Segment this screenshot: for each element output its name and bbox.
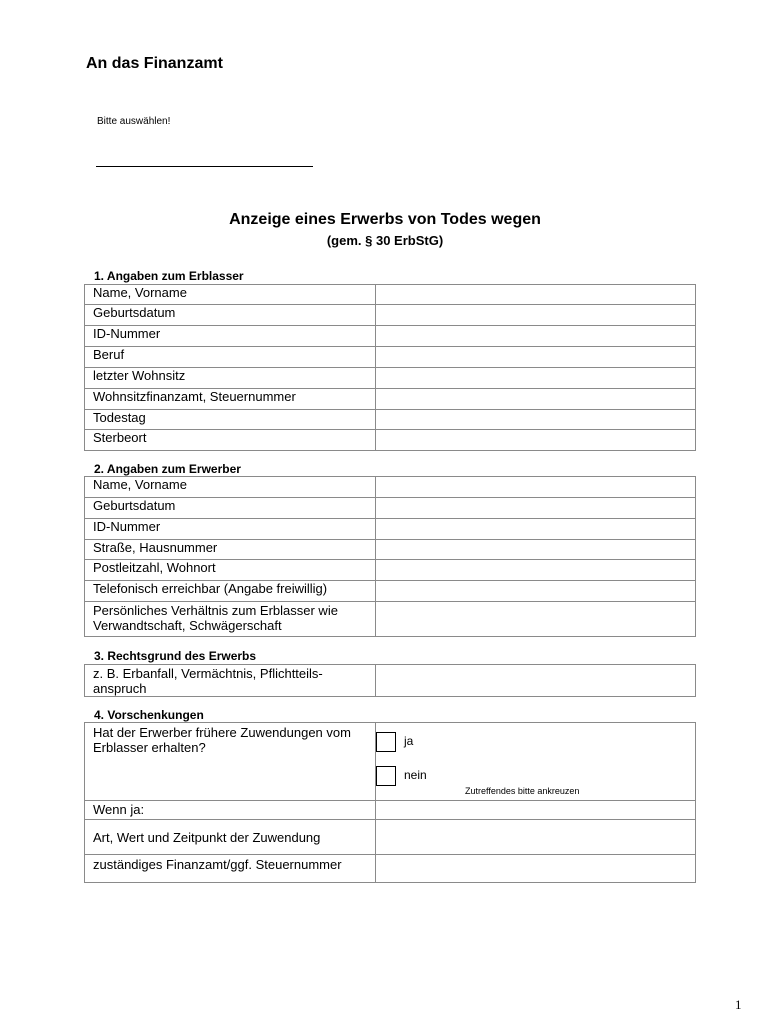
field-label: Sterbeort: [85, 430, 376, 451]
tax-office-select[interactable]: Bitte auswählen!: [97, 116, 171, 127]
section-2-title: 2. Angaben zum Erwerber: [94, 462, 241, 476]
table-row: [85, 855, 696, 883]
field-label: Straße, Hausnummer: [85, 540, 376, 560]
section-1-title: 1. Angaben zum Erblasser: [94, 269, 244, 283]
yes-label: ja: [404, 734, 414, 748]
field-label: Geburtsdatum: [85, 305, 376, 326]
field-label: Name, Vorname: [85, 285, 376, 305]
table-row: [85, 477, 696, 498]
form-title: Anzeige eines Erwerbs von Todes wegen: [229, 211, 541, 228]
section-1-table: [84, 284, 696, 451]
table-row: [85, 665, 696, 697]
field-label: Name, Vorname: [85, 477, 376, 498]
checkbox-note: Zutreffendes bitte ankreuzen: [465, 786, 580, 796]
section-4-title: 4. Vorschenkungen: [94, 708, 204, 722]
table-row: [85, 519, 696, 540]
table-row: [85, 602, 696, 637]
field-label: Wohnsitzfinanzamt, Steuernummer: [85, 389, 376, 410]
yes-checkbox[interactable]: [376, 732, 396, 752]
table-row: [85, 581, 696, 602]
field-label: ID-Nummer: [85, 326, 376, 347]
table-row: [85, 305, 696, 326]
table-row: [85, 389, 696, 410]
table-row: [85, 820, 696, 855]
field-label: Beruf: [85, 347, 376, 368]
field-label: Telefonisch erreichbar (Angabe freiwillig): [85, 581, 376, 602]
table-row: [85, 285, 696, 305]
field-label: Geburtsdatum: [85, 498, 376, 519]
page-number: 1: [735, 997, 742, 1012]
field-label: Persönliches Verhältnis zum Erblasser wie Verwandtschaft, Schwägerschaft: [85, 602, 376, 637]
table-row: [85, 326, 696, 347]
table-row: [85, 410, 696, 430]
field-label: ID-Nummer: [85, 519, 376, 540]
field-label: Postleitzahl, Wohnort: [85, 560, 376, 581]
no-checkbox[interactable]: [376, 766, 396, 786]
table-row: [85, 498, 696, 519]
table-row: [85, 347, 696, 368]
field-label: zuständiges Finanzamt/ggf. Steuernummer: [85, 855, 376, 883]
field-label: Art, Wert und Zeitpunkt der Zuwendung: [85, 820, 376, 855]
table-row: [85, 368, 696, 389]
field-label: z. B. Erbanfall, Vermächtnis, Pflichtteils-anspruch: [85, 665, 376, 697]
tax-office-underline: [96, 166, 313, 167]
no-label: nein: [404, 768, 427, 782]
section-3-table: [84, 664, 696, 697]
section-3-title: 3. Rechtsgrund des Erwerbs: [94, 649, 257, 663]
table-row: [85, 801, 696, 820]
if-yes-label: Wenn ja:: [85, 801, 376, 820]
section-2-table: [84, 476, 696, 637]
field-label: Todestag: [85, 410, 376, 430]
table-row: [85, 540, 696, 560]
recipient-heading: An das Finanzamt: [86, 55, 223, 72]
form-subtitle: (gem. § 30 ErbStG): [326, 233, 444, 248]
table-row: [85, 430, 696, 451]
question-label: Hat der Erwerber frühere Zuwendungen vom Erblasser erhalten?: [85, 723, 376, 801]
field-label: letzter Wohnsitz: [85, 368, 376, 389]
table-row: [85, 560, 696, 581]
